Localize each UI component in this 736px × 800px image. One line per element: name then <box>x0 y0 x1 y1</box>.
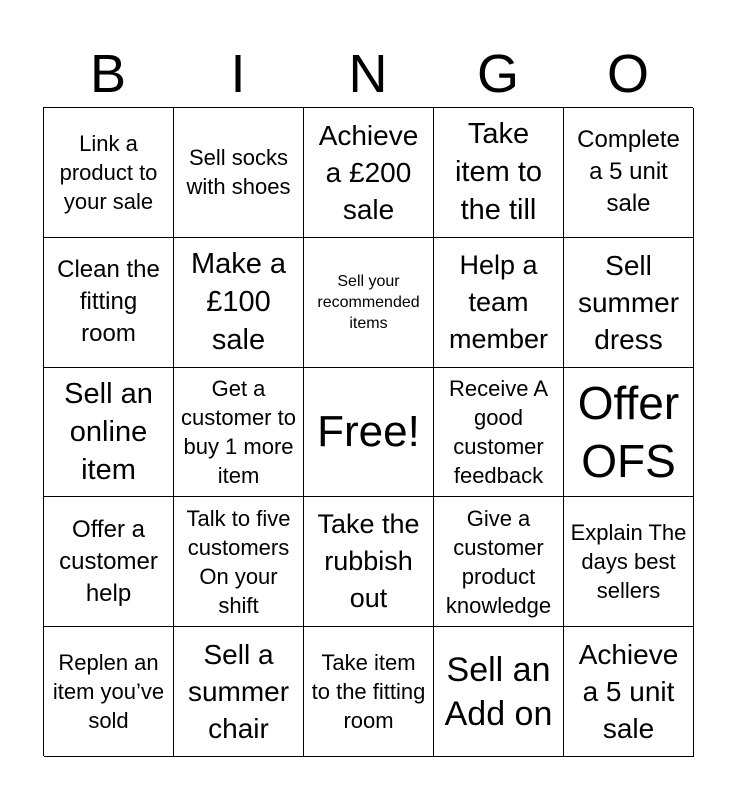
cell-text: Get a customer to buy 1 more item <box>181 375 296 488</box>
cell-text: Clean the fitting room <box>57 256 160 348</box>
cell-text: Complete a 5 unit sale <box>577 126 680 218</box>
cell-text: Achieve a 5 unit sale <box>578 639 679 745</box>
free-space-text: Free! <box>317 406 420 456</box>
bingo-cell-r4c5[interactable] <box>564 497 694 627</box>
bingo-cell-r4c1[interactable] <box>44 497 174 627</box>
cell-text: Receive A good customer feedback <box>448 375 549 488</box>
header-letter-g: G <box>476 44 519 104</box>
bingo-cell-r5c3[interactable] <box>304 627 434 757</box>
cell-text: Achieve a £200 sale <box>318 119 419 225</box>
bingo-cell-r2c5[interactable] <box>564 238 694 368</box>
bingo-cell-r5c2[interactable] <box>174 627 304 757</box>
bingo-cell-r1c2[interactable] <box>174 108 304 238</box>
header-letter-b: B <box>89 44 127 104</box>
cell-text: Talk to five customers On your shift <box>186 505 291 618</box>
bingo-cell-r1c3[interactable] <box>304 108 434 238</box>
cell-text: Sell summer dress <box>577 249 680 355</box>
bingo-card-grid <box>43 107 693 756</box>
bingo-cell-r3c4[interactable] <box>434 368 564 498</box>
bingo-cell-r3c1[interactable] <box>44 368 174 498</box>
bingo-header <box>43 40 693 108</box>
bingo-cell-r2c2[interactable] <box>174 238 304 368</box>
bingo-cell-r5c4[interactable] <box>434 627 564 757</box>
cell-text: Offer a customer help <box>59 515 158 607</box>
bingo-cell-r1c5[interactable] <box>564 108 694 238</box>
cell-text: Sell socks with shoes <box>186 145 291 200</box>
cell-text: Explain The days best sellers <box>570 520 687 604</box>
header-letter-n: N <box>348 44 388 104</box>
bingo-cell-r5c1[interactable] <box>44 627 174 757</box>
cell-text: Sell your recommended items <box>317 272 420 332</box>
cell-text: Offer OFS <box>577 376 680 487</box>
cell-text: Take item to the till <box>454 118 543 227</box>
header-letter-o: O <box>606 44 649 104</box>
cell-text: Give a customer product knowledge <box>445 505 552 618</box>
bingo-cell-r4c2[interactable] <box>174 497 304 627</box>
bingo-cell-r3c2[interactable] <box>174 368 304 498</box>
bingo-cell-r1c1[interactable] <box>44 108 174 238</box>
cell-text: Replen an item you’ve sold <box>52 650 165 734</box>
cell-text: Help a team member <box>448 249 549 354</box>
cell-text: Sell a summer chair <box>187 639 290 745</box>
cell-text: Take item to the fitting room <box>311 650 426 734</box>
bingo-cell-r4c3[interactable] <box>304 497 434 627</box>
header-letter-i: I <box>230 44 246 104</box>
cell-text: Sell an Add on <box>444 650 553 733</box>
bingo-cell-r2c4[interactable] <box>434 238 564 368</box>
cell-text: Sell an online item <box>64 377 153 486</box>
bingo-cell-r3c5[interactable] <box>564 368 694 498</box>
cell-text: Take the rubbish out <box>317 509 420 614</box>
bingo-cell-free[interactable] <box>304 368 434 498</box>
bingo-cell-r1c4[interactable] <box>434 108 564 238</box>
bingo-cell-r2c1[interactable] <box>44 238 174 368</box>
bingo-cell-r2c3[interactable] <box>304 238 434 368</box>
cell-text: Make a £100 sale <box>190 248 287 357</box>
bingo-cell-r4c4[interactable] <box>434 497 564 627</box>
bingo-cell-r5c5[interactable] <box>564 627 694 757</box>
cell-text: Link a product to your sale <box>59 130 158 214</box>
